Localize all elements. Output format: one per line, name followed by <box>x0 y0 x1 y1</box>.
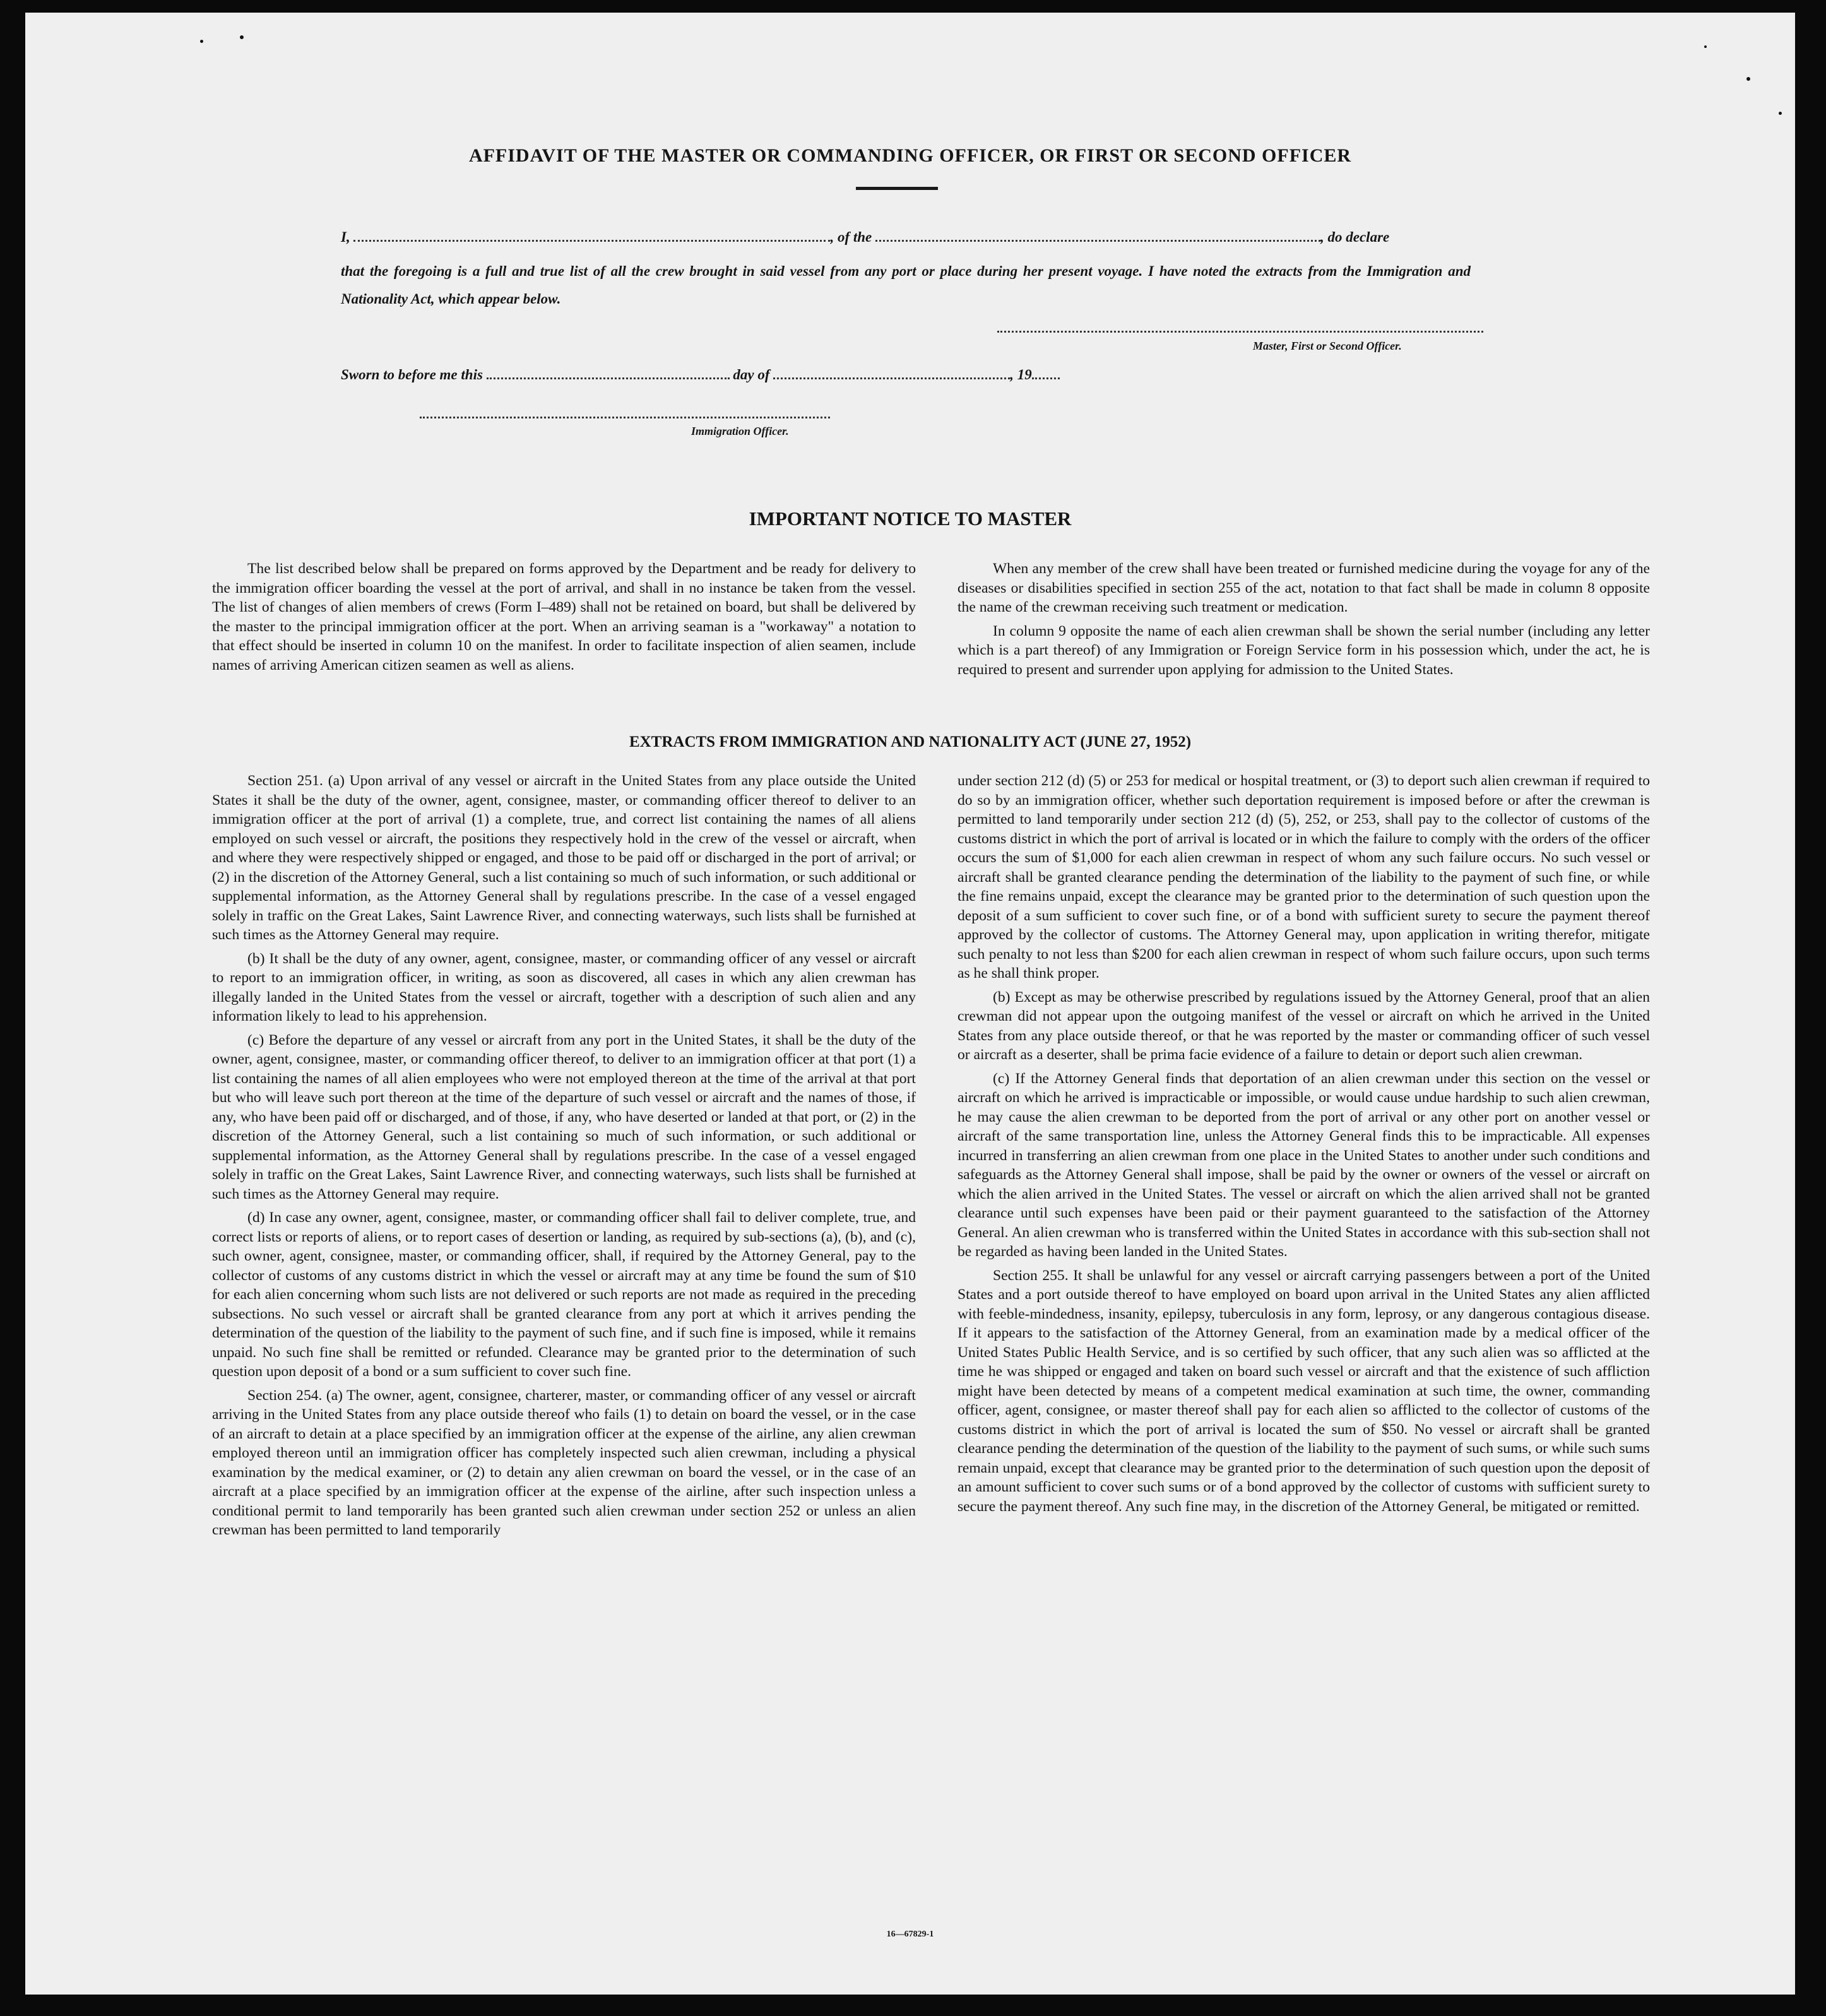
section-254-a-continued: under section 212 (d) (5) or 253 for medical or hospital treatment, or (3) to deport such alien crewman if required to do so by an immigration officer, whether such deportation requirement is imposed before or after the crewman is permitted to land temporarily under section 212 (d) (5), 252, or 253, shall pay to the collector of customs of the customs district in which the port of arrival is located or in which the failure to comply with the orders of the officer occurs the sum of $1,000 for each alien crewman in respect of whom any such failure occurs. No such vessel or aircraft shall be granted clearance pending the determination of the liability to the payment of such fine, or while the fine remains unpaid, except the clearance may be granted prior to the determination of such question upon the deposit of a sum sufficient to cover such fine, or of a bond with sufficient surety to secure the payment thereof approved by the collector of customs. The Attorney General may, upon application in writing therefor, mitigate such penalty to not less than $200 for each alien crewman in respect of whom such failure occurs, upon such terms as he shall think proper. <box>957 773 1650 981</box>
section-251-b: (b) It shall be the duty of any owner, agent, consignee, master, or commanding officer of any vessel or aircraft to report to an immigration officer, in writing, as soon as discovered, all cases in which any alien crewman has illegally landed in the United States from the vessel or aircraft, together with a description of such alien and any information likely to lead to his apprehension. <box>212 950 916 1024</box>
form-sheet <box>25 13 1795 1995</box>
vessel-field[interactable] <box>875 228 1320 242</box>
notice-right-paragraph-1: When any member of the crew shall have been treated or furnished medicine during the voyage for any of the diseases or disabilities specified in section 255 of the act, notation to that fact shall be made in column 8 opposite the name of the crewman receiving such treatment or medication. <box>957 560 1650 615</box>
section-251-d: (d) In case any owner, agent, consignee, master, or commanding officer shall fail to deliver complete, true, and correct lists or reports of aliens, or to report cases of desertion or landing, as required by sub-sections (a), (b), and (c), such owner, agent, consignee, master, or commanding officer, shall, if required by the Attorney General, pay to the collector of customs of any customs district in which the vessel or aircraft may at any time be found the sum of $10 for each alien concerning whom such lists are not delivered or such reports are not made as required in the preceding subsections. No such vessel or aircraft shall be granted clearance from any port at which it arrives pending the determination of the question of the liability to the payment of such fine, and if such fine is imposed, while it remains unpaid. No such fine shall be remitted or refunded. Clearance may be granted prior to the determination of such question upon deposit of a bond or a sum sufficient to cover such fine. <box>212 1209 916 1380</box>
year-label: , 19 <box>1010 367 1032 382</box>
section-254-c: (c) If the Attorney General finds that deportation of an alien crewman under this section on the vessel or aircraft on which he arrived is impracticable or impossible, or would cause undue hardship to such alien crewman, he may cause the alien crewman to be deported from the port of arrival or any other port on another vessel or aircraft of the same transportation line, unless the Attorney General finds this to be impracticable. All expenses incurred in transferring an alien crewman from one place in the United States to another under such conditions and safeguards as the Attorney General shall impose, shall be paid by the owner or owners of the vessel or aircraft on which the alien arrived in the United States. The vessel or aircraft on which the alien arrived shall not be granted clearance until such expenses have been paid or their payment guaranteed to the satisfaction of the Attorney General. An alien crewman who is transferred within the United States in accordance with this sub-section shall not be regarded as having been landed in the United States. <box>957 1070 1650 1260</box>
do-declare-label: , do declare <box>1320 229 1390 245</box>
section-254-b: (b) Except as may be otherwise prescribed by regulations issued by the Attorney General, proof that an alien crewman did not appear upon the outgoing manifest of the vessel or aircraft on which he arrived in the United States from any place outside thereof, or that he was reported by the master or commanding officer of such vessel or aircraft as a deserter, shall be prima facie evidence of a failure to detain or deport such alien crewman. <box>957 988 1650 1063</box>
of-the-label: , of the <box>830 229 872 245</box>
notice-right-column <box>957 559 1650 684</box>
affidavit-title: AFFIDAVIT OF THE MASTER OR COMMANDING OFFICER, OR FIRST OR SECOND OFFICER <box>468 145 1352 166</box>
section-255: Section 255. It shall be unlawful for any vessel or aircraft carrying passengers between a port of the United States and a port outside thereof to have employed on board upon arrival in the United States any alien afflicted with feeble-mindedness, insanity, epilepsy, tuberculosis in any form, leprosy, or any dangerous contagious disease. If it appears to the satisfaction of the Attorney General, from an examination made by a medical officer of the United States Public Health Service, and is so certified by such officer, that any such alien was so afflicted at the time he was shipped or engaged and taken on board such vessel or aircraft and that the existence of such affliction might have been detected by means of a competent medical examination at such time, the owner, commanding officer, agent, consignee, or master thereof shall pay for each alien so afflicted to the collector of customs of the customs district in which the port of arrival is located the sum of $50. No vessel or aircraft shall be granted clearance pending the determination of the question of the liability to the payment of such sums, or while such sums remain unpaid, except that clearance may be granted prior to the determination of such question upon the deposit of an amount sufficient to cover such sums or of a bond approved by the collector of customs with sufficient surety to secure the payment thereof. Any such fine may, in the discretion of the Attorney General, be mitigated or remitted. <box>957 1267 1650 1515</box>
day-field[interactable] <box>487 366 730 379</box>
notice-right-paragraph-2: In column 9 opposite the name of each alien crewman shall be shown the serial number (including any letter which is a part thereof) of any Immigration or Foreign Service form in his possession which, under the act, he is required to present and surrender upon applying for admission to the United States. <box>957 622 1650 678</box>
declaration-line <box>341 228 1471 246</box>
section-251-a: Section 251. (a) Upon arrival of any vessel or aircraft in the United States from any place outside the United States it shall be the duty of the owner, agent, consignee, master, or commanding officer thereof to deliver to an immigration officer at the port of arrival (1) a complete, true, and correct list containing the names of all aliens employed on such vessel or aircraft, the positions they respectively hold in the crew of the vessel or aircraft, when and where they were respectively shipped or engaged, and those to be paid off or discharged in the port of arrival; or (2) in the discretion of the Attorney General, such a list containing so much of such information, or such additional or supplemental information, as the Attorney General shall by regulations prescribe. In the case of a vessel engaged solely in traffic on the Great Lakes, Saint Lawrence River, and connecting waterways, such lists shall be furnished at such times as the Attorney General may require. <box>212 773 916 943</box>
scan-speck <box>240 35 244 39</box>
section-254-a: Section 254. (a) The owner, agent, consignee, charterer, master, or commanding officer of any vessel or aircraft arriving in the United States from any place outside thereof who fails (1) to detain on board the vessel, or in the case of an aircraft to detain at a place specified by an immigration officer at the expense of the airline, any alien crewman employed thereon until an immigration officer has completely inspected such alien crewman, including a physical examination by the medical examiner, or (2) to detain any alien crewman on board the vessel, or in the case of an aircraft at a place specified by an immigration officer at the expense of the airline, after such inspection unless a conditional permit to land temporarily has been granted such alien crewman under section 252 or unless an alien crewman has been permitted to land temporarily <box>212 1387 916 1538</box>
master-signature-line[interactable] <box>997 331 1483 333</box>
section-251-c: (c) Before the departure of any vessel or aircraft from any port in the United States, it shall be the duty of the owner, agent, consignee, master, or commanding officer thereof, to deliver to an immigration officer at that port (1) a list containing the names of all alien employees who were not employed thereon at the time of the arrival at that port but who will leave such port thereon at the time of the departure of such vessel or aircraft and the names of those, if any, who have been paid off or discharged, and of those, if any, who have deserted or landed at that port, or (2) in the discretion of the Attorney General, such a list containing so much of such information, or such additional or supplemental information, as the Attorney General shall by regulations prescribe. In the case of a vessel engaged solely in traffic on the Great Lakes, Saint Lawrence River, and connecting waterways, such lists shall be furnished at such times as the Attorney General may require. <box>212 1031 916 1202</box>
declaration-text: that the foregoing is a full and true list of all the crew brought in said vessel from any port or place during her present voyage. I have noted the extracts from the Immigration and Nationality Act, which appear below. <box>341 263 1471 307</box>
notice-heading: IMPORTANT NOTICE TO MASTER <box>749 507 1072 530</box>
scan-speck <box>1779 112 1782 115</box>
extracts-left-column <box>212 771 916 1545</box>
officer-signature-caption: Immigration Officer. <box>691 425 789 437</box>
extracts-right-column <box>957 771 1650 1521</box>
sworn-line <box>341 366 1471 383</box>
year-field[interactable] <box>1032 366 1060 379</box>
officer-signature-line[interactable] <box>420 417 830 418</box>
extracts-heading: EXTRACTS FROM IMMIGRATION AND NATIONALITY ACT (JUNE 27, 1952) <box>629 733 1192 750</box>
master-signature-caption: Master, First or Second Officer. <box>1253 340 1402 352</box>
form-number: 16—67829-1 <box>886 1930 934 1939</box>
month-field[interactable] <box>773 366 1010 379</box>
day-of-label: day of <box>733 367 770 382</box>
scan-speck <box>1746 77 1750 81</box>
notice-left-column <box>212 559 916 679</box>
title-underline <box>856 187 938 190</box>
sworn-label: Sworn to before me this <box>341 367 483 382</box>
scan-speck <box>1704 45 1707 48</box>
name-field[interactable] <box>353 228 830 242</box>
i-label: I, <box>341 229 350 245</box>
notice-left-text: The list described below shall be prepared on forms approved by the Department and be ready for delivery to the immigration officer boarding the vessel at the port of arrival, and shall in no instance be taken from the vessel. The list of changes of alien members of crews (Form I–489) shall not be retained on board, but shall be delivered by the master to the principal immigration officer at the port. When an arriving seaman is a "workaway" a notation to that effect should be inserted in column 10 on the manifest. In order to facilitate inspection of alien seamen, include names of arriving American citizen seamen as well as aliens. <box>212 560 916 673</box>
scan-speck <box>200 40 203 43</box>
